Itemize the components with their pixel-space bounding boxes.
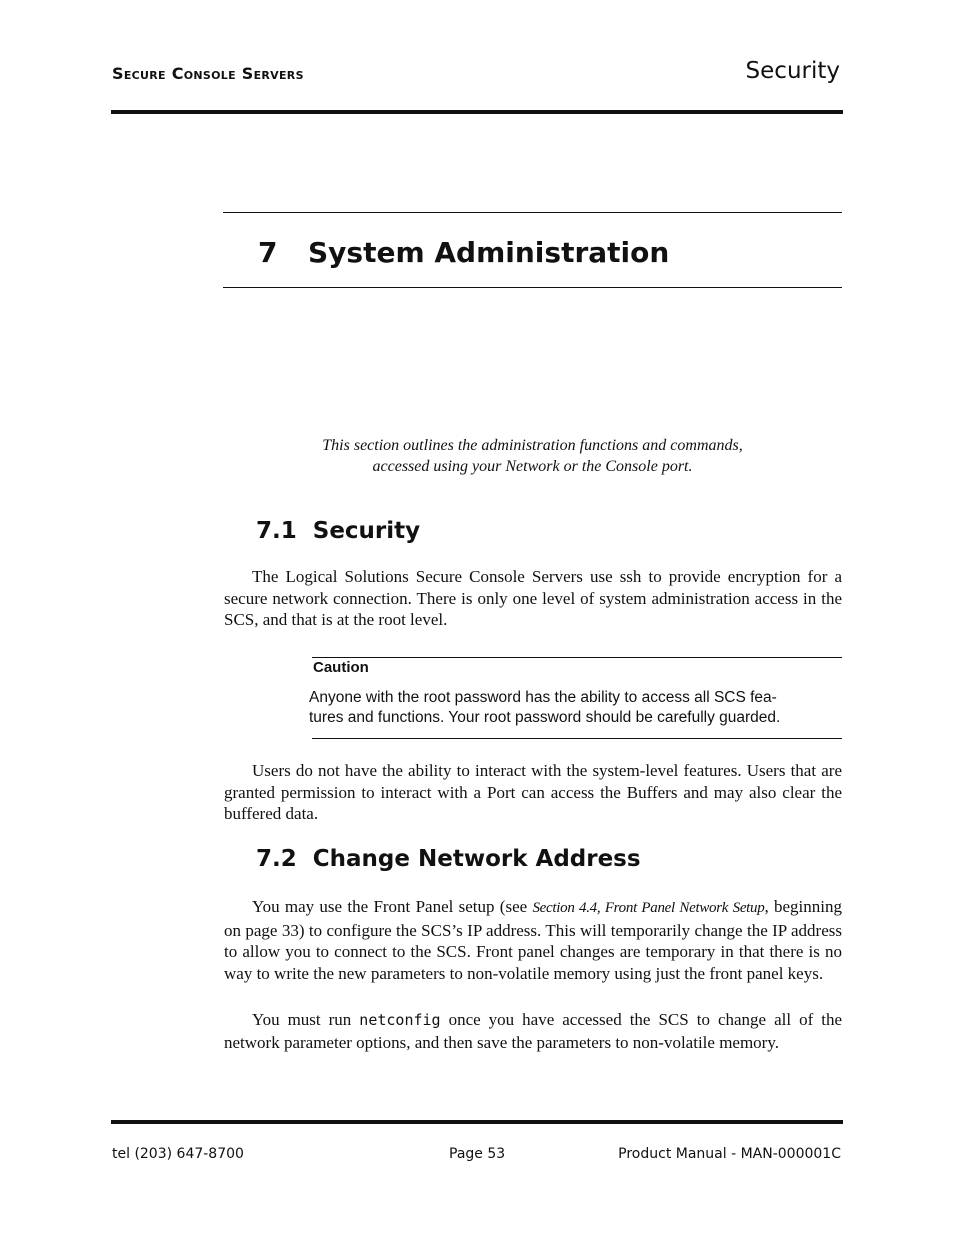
footer-rule xyxy=(111,1120,843,1124)
network-paragraph-1-after: , beginning on page 33) to configure the SCS’s IP address. This will temporarily change the IP address to allow you to connect to the SCS. Front panel changes are temporary in that there is no way to write the new parameters to non-volatile memory using just the front panel keys. xyxy=(224,897,842,983)
chapter-number: 7 xyxy=(258,236,278,269)
caution-title: Caution xyxy=(313,659,369,676)
section-heading-change-network-address: 7.2 Change Network Address xyxy=(256,846,641,872)
footer-page-number: Page 53 xyxy=(449,1146,506,1162)
caution-line-1: Anyone with the root password has the ability to access all SCS fea- xyxy=(309,689,777,706)
security-paragraph-1-text: The Logical Solutions Secure Console Servers use ssh to provide encryption for a secure network connection. There is only one level of system administration access in the SCS, and that is at the root level. xyxy=(224,567,842,630)
header-rule xyxy=(111,110,843,114)
security-paragraph-2 xyxy=(224,760,842,825)
intro-line-2: accessed using your Network or the Console port. xyxy=(372,458,693,475)
network-paragraph-1-text xyxy=(224,896,842,984)
caution-top-rule xyxy=(312,657,842,658)
section-heading-security: 7.1 Security xyxy=(256,518,421,544)
network-paragraph-1-before: You may use the Front Panel setup (see xyxy=(252,897,533,916)
network-paragraph-2-before: You must run xyxy=(252,1010,360,1029)
footer-phone: tel (203) 647-8700 xyxy=(112,1146,244,1162)
footer-manual-id: Product Manual - MAN-000001C xyxy=(618,1146,841,1162)
chapter-intro xyxy=(223,435,842,477)
caution-text xyxy=(309,688,839,728)
intro-line-1: This section outlines the administration functions and commands, xyxy=(322,437,743,454)
running-header-title: Secure Console Servers xyxy=(112,64,304,83)
network-paragraph-2-text xyxy=(224,1009,842,1053)
network-paragraph-2 xyxy=(224,1009,842,1053)
running-header-section: Security xyxy=(745,58,840,84)
security-paragraph-1 xyxy=(224,566,842,631)
network-paragraph-1 xyxy=(224,896,842,984)
section-reference-link: Section 4.4, Front Panel Network Setup xyxy=(532,900,765,916)
chapter-top-rule xyxy=(223,212,842,213)
netconfig-command: netconfig xyxy=(359,1011,441,1029)
chapter-title: System Administration xyxy=(308,236,670,269)
security-paragraph-2-text: Users do not have the ability to interact with the system-level features. Users that are granted permission to interact with a Port can access the Buffers and may also clear the buffered data. xyxy=(224,761,842,824)
caution-bottom-rule xyxy=(312,738,842,739)
network-paragraph-2-after: once you have accessed the SCS to change all of the network parameter options, and then save the parameters to non-volatile memory. xyxy=(224,1010,842,1052)
chapter-bottom-rule xyxy=(223,287,842,288)
caution-line-2: tures and functions. Your root password should be carefully guarded. xyxy=(309,709,781,726)
